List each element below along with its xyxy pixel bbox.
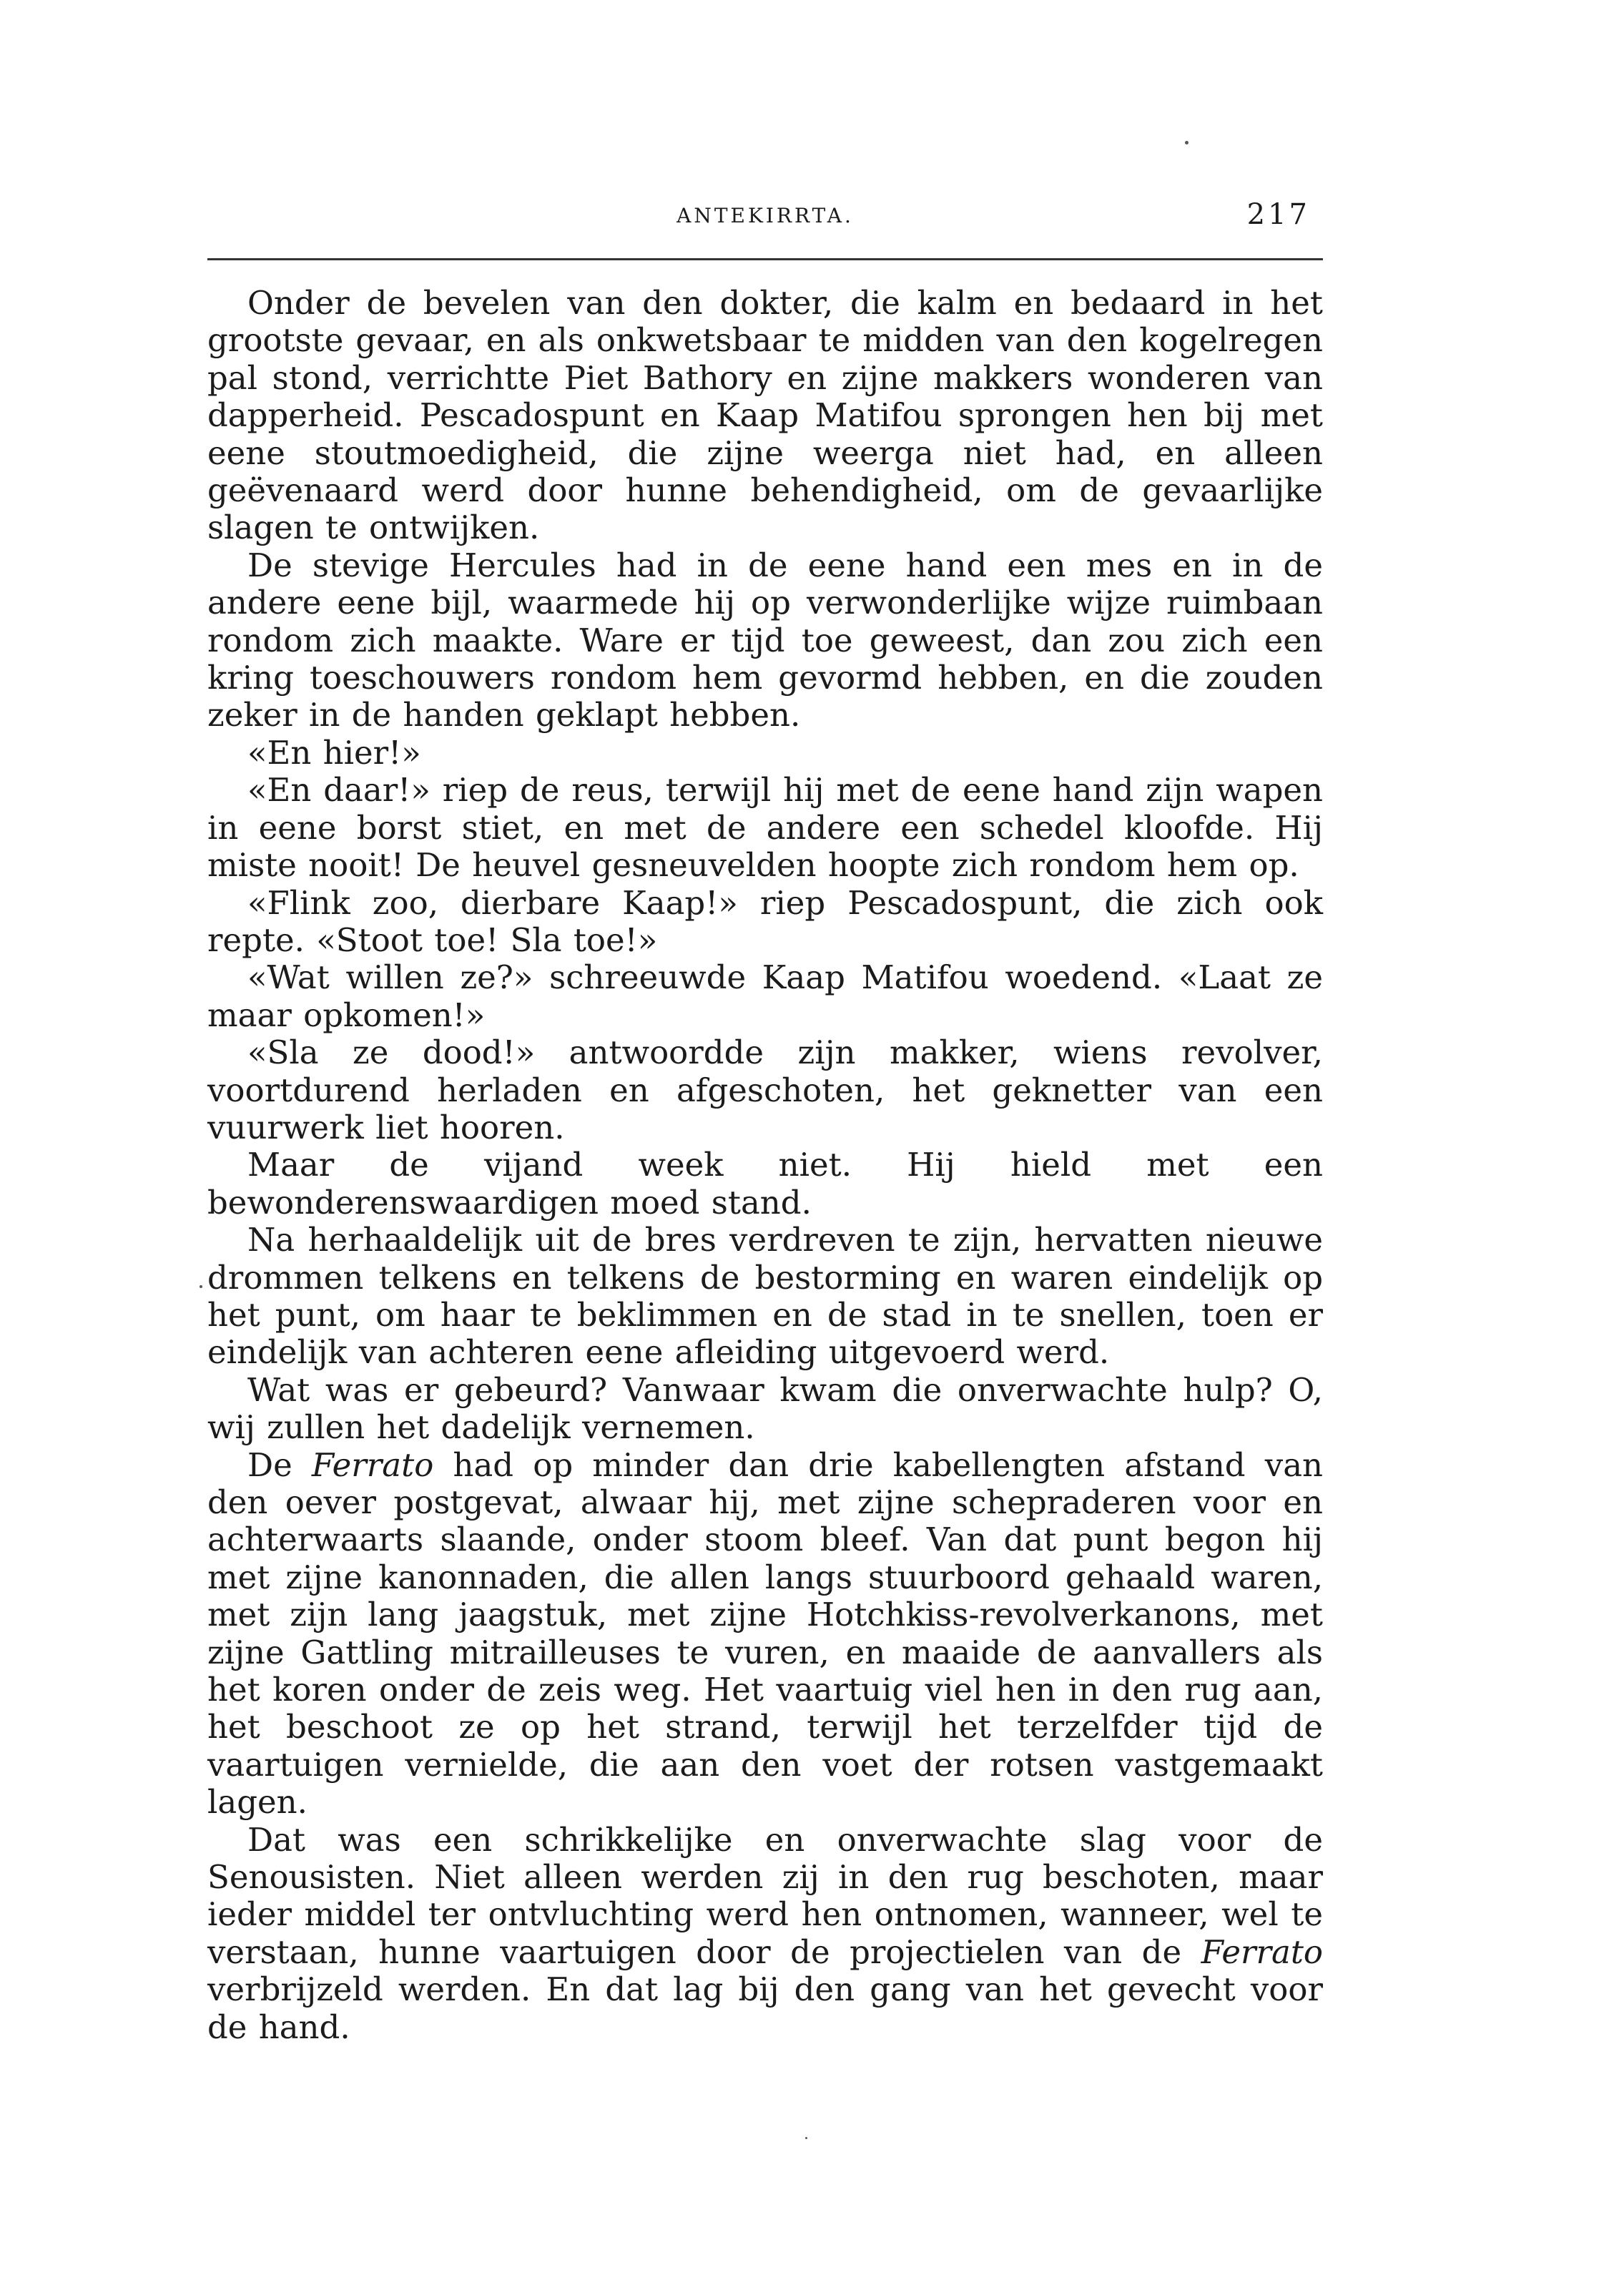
ship-name: Ferrato [311,1445,434,1484]
text-run: had op minder dan drie kabellengten afstand van den oever postgevat, alwaar hij, met zijne schepraderen voor en achterwaarts slaande, onder stoom bleef. Van dat punt begon hij met zijne kanonnaden, die allen langs stuurboord gehaald waren, met zijn lang jaagstuk, met zijne Hotchkiss-revolverkanons, met zijne Gattling mitrailleuses te vuren, en maaide de aanvallers als het koren onder de zeis weg. Het vaartuig viel hen in den rug aan, het beschoot ze op het strand, terwijl het terzelfder tijd de vaartuigen vernielde, die aan den voet der rotsen vastgemaakt lagen. [207,1445,1324,1822]
text-run: verbrijzeld werden. En dat lag bij den gang van het gevecht voor de hand. [207,1970,1323,2046]
paragraph: De stevige Hercules had in de eene hand een mes en in de andere eene bijl, waarmede hij op verwonderlijke wijze ruimbaan rondom zich maakte. Ware er tijd toe geweest, dan zou zich een kring toeschouwers rondom hem gevormd hebben, en die zouden zeker in de handen geklapt hebben. [207,546,1323,734]
dialogue-line: «Sla ze dood!» antwoordde zijn makker, wiens revolver, voortdurend herladen en afgeschoten, het geknetter van een vuurwerk liet hooren. [207,1033,1323,1146]
dialogue-line: «Flink zoo, dierbare Kaap!» riep Pescadospunt, die zich ook repte. «Stoot toe! Sla toe!» [207,883,1323,959]
paragraph: Onder de bevelen van den dokter, die kalm en bedaard in het grootste gevaar, en als onkwetsbaar te midden van den kogelregen pal stond, verrichtte Piet Bathory en zijne makkers wonderen van dapperheid. Pescadospunt en Kaap Matifou sprongen hen bij met eene stoutmoedigheid, die zijne weerga niet had, en alleen geëvenaard werd door hunne behendigheid, om de gevaarlijke slagen te ontwijken. [207,284,1323,547]
paragraph: Wat was er gebeurd? Vanwaar kwam die onverwachte hulp? O, wij zullen het dadelijk vernemen. [207,1370,1323,1447]
paragraph: Na herhaaldelijk uit de bres verdreven te zijn, hervatten nieuwe drommen telkens en telkens de bestorming en waren eindelijk op het punt, om haar te beklimmen en de stad in te snellen, toen er eindelijk van achteren eene afleiding uitgevoerd werd. [207,1221,1323,1372]
dialogue-line: «En hier!» [247,733,421,772]
ink-speck-left-margin [200,1285,202,1288]
paragraph: Maar de vijand week niet. Hij hield met een bewonderenswaardigen moed stand. [207,1146,1323,1222]
text-run: De [247,1445,312,1484]
text-run: Dat was een schrikkelijke en onverwachte slag voor de Senousisten. Niet alleen werden zij in den rug beschoten, maar ieder middel ter ontvluchting werd hen ontnomen, wanneer, wel te verstaan, hunne vaartuigen door de projectielen van de [207,1820,1323,1971]
page-number: 217 [1246,198,1310,231]
ink-speck-top [1185,141,1189,144]
paragraph-ferrato [207,1822,1323,2046]
ship-name: Ferrato [1201,1932,1323,1971]
header-rule [207,258,1323,260]
paragraph-ferrato [207,1447,1323,1822]
page-header [207,198,1323,235]
ink-speck-bottom [805,2137,807,2139]
running-title: ANTEKIRRTA. [676,204,854,227]
dialogue-line: «Wat willen ze?» schreeuwde Kaap Matifou woedend. «Laat ze maar opkomen!» [207,958,1323,1034]
dialogue-line: «En daar!» riep de reus, terwijl hij met de eene hand zijn wapen in eene borst stiet, en met de andere een schedel kloofde. Hij miste nooit! De heuvel gesneuvelden hoopte zich rondom hem op. [207,771,1323,885]
body-text [207,285,1323,2046]
